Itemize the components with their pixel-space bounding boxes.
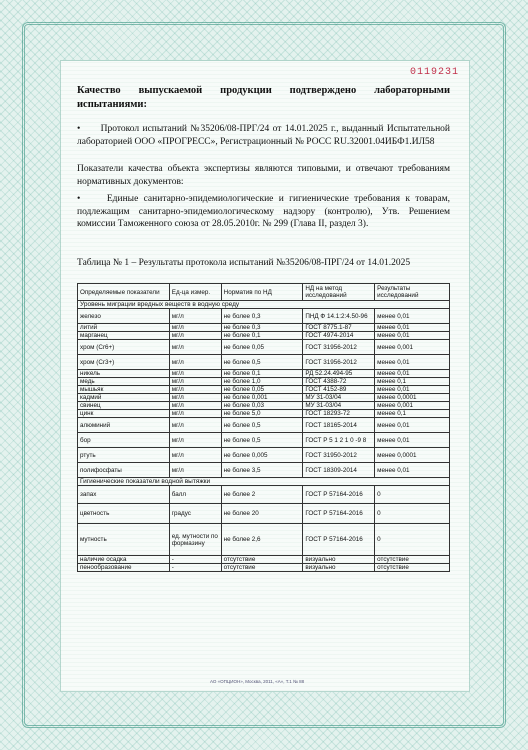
cell-unit: балл: [169, 486, 221, 504]
cell-method: ГОСТ 31956-2012: [303, 355, 375, 370]
table-row: [78, 486, 450, 504]
cell-method: ГОСТ 8775.1-87: [303, 324, 375, 332]
cell-unit: мг/л: [169, 410, 221, 418]
cell-method: РД 52.24.494-95: [303, 370, 375, 378]
cell-indicator: медь: [78, 378, 170, 386]
cell-unit: мг/л: [169, 402, 221, 410]
cell-norm: не более 0,03: [221, 402, 303, 410]
cell-method: МУ 31-03/04: [303, 402, 375, 410]
cell-method: МУ 31-03/04: [303, 394, 375, 402]
table-row: [78, 309, 450, 324]
cell-result: 0: [375, 486, 450, 504]
cell-method: ГОСТ 4388-72: [303, 378, 375, 386]
cell-unit: мг/л: [169, 386, 221, 394]
cell-indicator: бор: [78, 433, 170, 448]
table-body: [78, 301, 450, 478]
cell-norm: отсутствие: [221, 556, 303, 564]
table-row: [78, 340, 450, 355]
section-title: Уровень миграции вредных веществ в водную среду: [78, 301, 450, 309]
cell-result: менее 0,01: [375, 386, 450, 394]
table-row: [78, 370, 450, 378]
cell-indicator: свинец: [78, 402, 170, 410]
table-row: [78, 463, 450, 478]
table-row: [78, 556, 450, 564]
cell-unit: мг/л: [169, 433, 221, 448]
cell-norm: не более 0,5: [221, 433, 303, 448]
table-row: [78, 402, 450, 410]
cell-unit: -: [169, 556, 221, 564]
cell-indicator: железо: [78, 309, 170, 324]
table-row: [78, 386, 450, 394]
cell-result: менее 0,01: [375, 418, 450, 433]
quality-heading: Качество выпускаемой продукции подтверждено лабораторными испытаниями:: [77, 85, 450, 110]
cell-indicator: хром (Cr6+): [78, 340, 170, 355]
cell-result: менее 0,0001: [375, 394, 450, 402]
cell-unit: мг/л: [169, 355, 221, 370]
cell-result: менее 0,1: [375, 410, 450, 418]
cell-method: ГОСТ 31950-2012: [303, 448, 375, 463]
cell-result: менее 0,01: [375, 433, 450, 448]
cell-indicator: наличие осадка: [78, 556, 170, 564]
cell-method: ГОСТ Р 57164-2016: [303, 524, 375, 556]
table-row: [78, 564, 450, 572]
cell-norm: не более 2: [221, 486, 303, 504]
cell-result: менее 0,0001: [375, 448, 450, 463]
cell-indicator: цинк: [78, 410, 170, 418]
cell-result: менее 0,01: [375, 332, 450, 340]
cell-indicator: мышьяк: [78, 386, 170, 394]
section-row: [78, 478, 450, 486]
cell-unit: мг/л: [169, 332, 221, 340]
header-indicator: Определяемые показатели: [78, 284, 170, 301]
cell-result: менее 0,01: [375, 309, 450, 324]
table-row: [78, 394, 450, 402]
header-unit: Ед-ца измер.: [169, 284, 221, 301]
cell-result: менее 0,001: [375, 340, 450, 355]
cell-norm: не более 2,6: [221, 524, 303, 556]
table-row: [78, 448, 450, 463]
cell-result: отсутствие: [375, 564, 450, 572]
cell-result: отсутствие: [375, 556, 450, 564]
cell-unit: -: [169, 564, 221, 572]
section-row: [78, 301, 450, 309]
cell-method: ГОСТ 18293-72: [303, 410, 375, 418]
serial-number: 0119231: [410, 67, 460, 78]
cell-method: ГОСТ 18309-2014: [303, 463, 375, 478]
cell-indicator: алюминий: [78, 418, 170, 433]
cell-norm: не более 0,001: [221, 394, 303, 402]
cell-unit: мг/л: [169, 448, 221, 463]
cell-result: 0: [375, 524, 450, 556]
cell-unit: ед. мутности по формазину: [169, 524, 221, 556]
cell-norm: не более 0,3: [221, 309, 303, 324]
cell-result: менее 0,01: [375, 463, 450, 478]
cell-norm: не более 1,0: [221, 378, 303, 386]
cell-norm: не более 0,05: [221, 386, 303, 394]
cell-result: менее 0,001: [375, 402, 450, 410]
table-row: [78, 355, 450, 370]
header-method: НД на метод исследований: [303, 284, 375, 301]
cell-method: ГОСТ Р 57164-2016: [303, 504, 375, 524]
cell-method: ГОСТ 18165-2014: [303, 418, 375, 433]
cell-indicator: кадмий: [78, 394, 170, 402]
cell-unit: мг/л: [169, 394, 221, 402]
cell-method: визуально: [303, 556, 375, 564]
cell-result: 0: [375, 504, 450, 524]
expertise-paragraph: Показатели качества объекта экспертизы являются типовыми, и отвечают требованиям нормативных документов:: [77, 164, 450, 187]
cell-norm: не более 0,05: [221, 340, 303, 355]
cell-method: ГОСТ Р 57164-2016: [303, 486, 375, 504]
cell-indicator: хром (Cr3+): [78, 355, 170, 370]
section-title: Гигиенические показатели водной вытяжки: [78, 478, 450, 486]
table-body: [78, 478, 450, 572]
cell-norm: не более 20: [221, 504, 303, 524]
requirements-paragraph: • Единые санитарно-эпидемиологические и гигиенические требования к товарам, подлежащим санитарно-эпидемиологическому надзору (контролю), Утв. Решением комиссии Таможенного союза от 28.05.2010г. № 299 (Глава II, раздел 3).: [77, 194, 450, 229]
cell-unit: мг/л: [169, 309, 221, 324]
printer-note: АО «ОПЦИОН», Москва, 2011, «А», Т.1 № 88: [210, 679, 305, 684]
cell-method: ГОСТ Р 5 1 2 1 0 -9 8: [303, 433, 375, 448]
cell-unit: мг/л: [169, 370, 221, 378]
cell-indicator: цветность: [78, 504, 170, 524]
cell-method: ГОСТ 4974-2014: [303, 332, 375, 340]
cell-norm: отсутствие: [221, 564, 303, 572]
cell-unit: мг/л: [169, 324, 221, 332]
cell-norm: не более 0,5: [221, 418, 303, 433]
table-caption: Таблица № 1 – Результаты протокола испытаний №35206/08-ПРГ/24 от 14.01.2025: [77, 258, 411, 268]
cell-unit: мг/л: [169, 463, 221, 478]
cell-norm: не более 0,5: [221, 355, 303, 370]
cell-indicator: никель: [78, 370, 170, 378]
cell-method: визуально: [303, 564, 375, 572]
table-row: [78, 324, 450, 332]
cell-unit: мг/л: [169, 378, 221, 386]
cell-indicator: ртуть: [78, 448, 170, 463]
protocol-paragraph: • Протокол испытаний №35206/08-ПРГ/24 от 14.01.2025 г., выданный Испытательной лабораторией ООО «ПРОГРЕСС», Регистрационный № РОСС RU.32001.04ИБФ1.ИЛ58: [77, 124, 450, 147]
cell-method: ГОСТ 31956-2012: [303, 340, 375, 355]
table-row: [78, 332, 450, 340]
cell-indicator: полифосфаты: [78, 463, 170, 478]
table-row: [78, 433, 450, 448]
cell-indicator: литий: [78, 324, 170, 332]
cell-norm: не более 0,1: [221, 332, 303, 340]
cell-method: ПНД Ф 14.1:2:4.50-96: [303, 309, 375, 324]
table-row: [78, 418, 450, 433]
cell-norm: не более 5,0: [221, 410, 303, 418]
cell-norm: не более 3,5: [221, 463, 303, 478]
results-table: [77, 283, 450, 572]
cell-indicator: мутность: [78, 524, 170, 556]
table-row: [78, 524, 450, 556]
cell-result: менее 0,01: [375, 355, 450, 370]
cell-unit: мг/л: [169, 418, 221, 433]
table-row: [78, 378, 450, 386]
table-row: [78, 410, 450, 418]
cell-unit: градус: [169, 504, 221, 524]
cell-norm: не более 0,3: [221, 324, 303, 332]
header-result: Результаты исследований: [375, 284, 450, 301]
cell-indicator: запах: [78, 486, 170, 504]
cell-method: ГОСТ 4152-89: [303, 386, 375, 394]
cell-indicator: марганец: [78, 332, 170, 340]
cell-result: менее 0,1: [375, 378, 450, 386]
cell-indicator: пенообразование: [78, 564, 170, 572]
table-row: [78, 504, 450, 524]
header-norm: Норматив по НД: [221, 284, 303, 301]
table-header-row: [78, 284, 450, 301]
cell-unit: мг/л: [169, 340, 221, 355]
cell-result: менее 0,01: [375, 324, 450, 332]
cell-norm: не более 0,1: [221, 370, 303, 378]
cell-norm: не более 0,005: [221, 448, 303, 463]
cell-result: менее 0,01: [375, 370, 450, 378]
